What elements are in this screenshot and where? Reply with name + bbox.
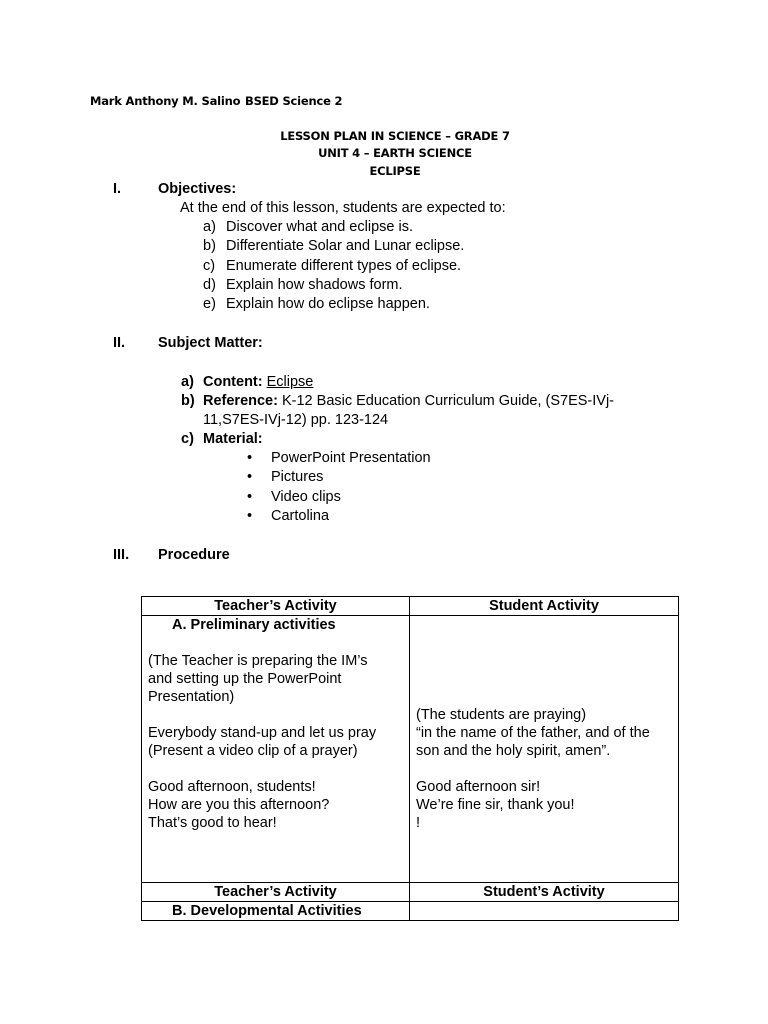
procedure-numeral: III. [113, 547, 130, 563]
teacher-line: (The Teacher is preparing the IM’s [148, 653, 368, 669]
table-header-row [142, 597, 679, 616]
header-teacher-activity: Teacher’s Activity [142, 597, 410, 616]
content-marker: a) [181, 374, 194, 390]
student-line: son and the holy spirit, amen”. [416, 743, 611, 759]
teacher-activity-cell [142, 616, 410, 883]
material-item: Pictures [271, 469, 324, 485]
empty-cell [410, 902, 679, 921]
teacher-line: Presentation) [148, 689, 235, 705]
doc-title-line2: UNIT 4 – EARTH SCIENCE [318, 146, 472, 160]
objective-marker: c) [203, 258, 216, 274]
table-header-row-2 [142, 883, 679, 902]
procedure-title: Procedure [158, 547, 230, 563]
table-row [142, 902, 679, 921]
student-line: (The students are praying) [416, 707, 587, 723]
header2-teacher-activity: Teacher’s Activity [142, 883, 410, 902]
material-item: Video clips [271, 489, 341, 505]
reference-label: Reference: [203, 393, 278, 409]
header2-student-activity: Student’s Activity [410, 883, 679, 902]
objective-item: Differentiate Solar and Lunar eclipse. [226, 238, 465, 254]
material-item: PowerPoint Presentation [271, 450, 431, 466]
content-value: Eclipse [266, 374, 314, 390]
teacher-line: That’s good to hear! [148, 815, 277, 831]
table-row [142, 616, 679, 883]
student-activity-cell [410, 616, 679, 883]
teacher-line: Good afternoon, students! [148, 779, 316, 795]
bullet-icon: • [247, 450, 253, 466]
content-label: Content: [203, 374, 263, 390]
objective-marker: a) [203, 219, 216, 235]
doc-title-line1: LESSON PLAN IN SCIENCE – GRADE 7 [280, 129, 510, 143]
reference-text-cont: 11,S7ES-IVj-12) pp. 123-124 [203, 412, 389, 428]
teacher-line: Everybody stand-up and let us pray [148, 725, 377, 741]
content-row [203, 374, 313, 390]
student-line: Good afternoon sir! [416, 779, 541, 795]
teacher-line: (Present a video clip of a prayer) [148, 743, 358, 759]
reference-marker: b) [181, 393, 195, 409]
student-line: “in the name of the father, and of the [416, 725, 650, 741]
objectives-intro: At the end of this lesson, students are expected to: [180, 200, 506, 216]
objective-item: Enumerate different types of eclipse. [226, 258, 462, 274]
bullet-icon: • [247, 508, 253, 524]
material-label: Material: [203, 431, 263, 447]
reference-text: K-12 Basic Education Curriculum Guide, (S7ES-IVj- [281, 393, 615, 409]
bullet-icon: • [247, 469, 253, 485]
objectives-numeral: I. [113, 181, 122, 197]
objective-marker: e) [203, 296, 216, 312]
teacher-line: How are you this afternoon? [148, 797, 330, 813]
objective-item: Explain how shadows form. [226, 277, 403, 293]
objective-marker: b) [203, 238, 216, 254]
author-course: BSED Science 2 [245, 94, 343, 108]
objective-item: Explain how do eclipse happen. [226, 296, 430, 312]
doc-title-line3: ECLIPSE [369, 164, 421, 178]
material-marker: c) [181, 431, 194, 447]
subject-numeral: II. [113, 335, 126, 351]
student-line: We’re fine sir, thank you! [416, 797, 575, 813]
procedure-table [141, 596, 679, 921]
bullet-icon: • [247, 489, 253, 505]
objectives-title: Objectives: [158, 181, 237, 197]
material-item: Cartolina [271, 508, 330, 524]
section-a-title: A. Preliminary activities [172, 617, 336, 633]
teacher-line: and setting up the PowerPoint [148, 671, 342, 687]
section-b-title: B. Developmental Activities [142, 902, 410, 921]
objective-marker: d) [203, 277, 216, 293]
subject-title: Subject Matter: [158, 335, 263, 351]
objective-item: Discover what and eclipse is. [226, 219, 413, 235]
header-student-activity: Student Activity [410, 597, 679, 616]
author-name: Mark Anthony M. Salino [90, 94, 241, 108]
reference-row [203, 393, 614, 409]
student-line: ! [416, 815, 421, 831]
